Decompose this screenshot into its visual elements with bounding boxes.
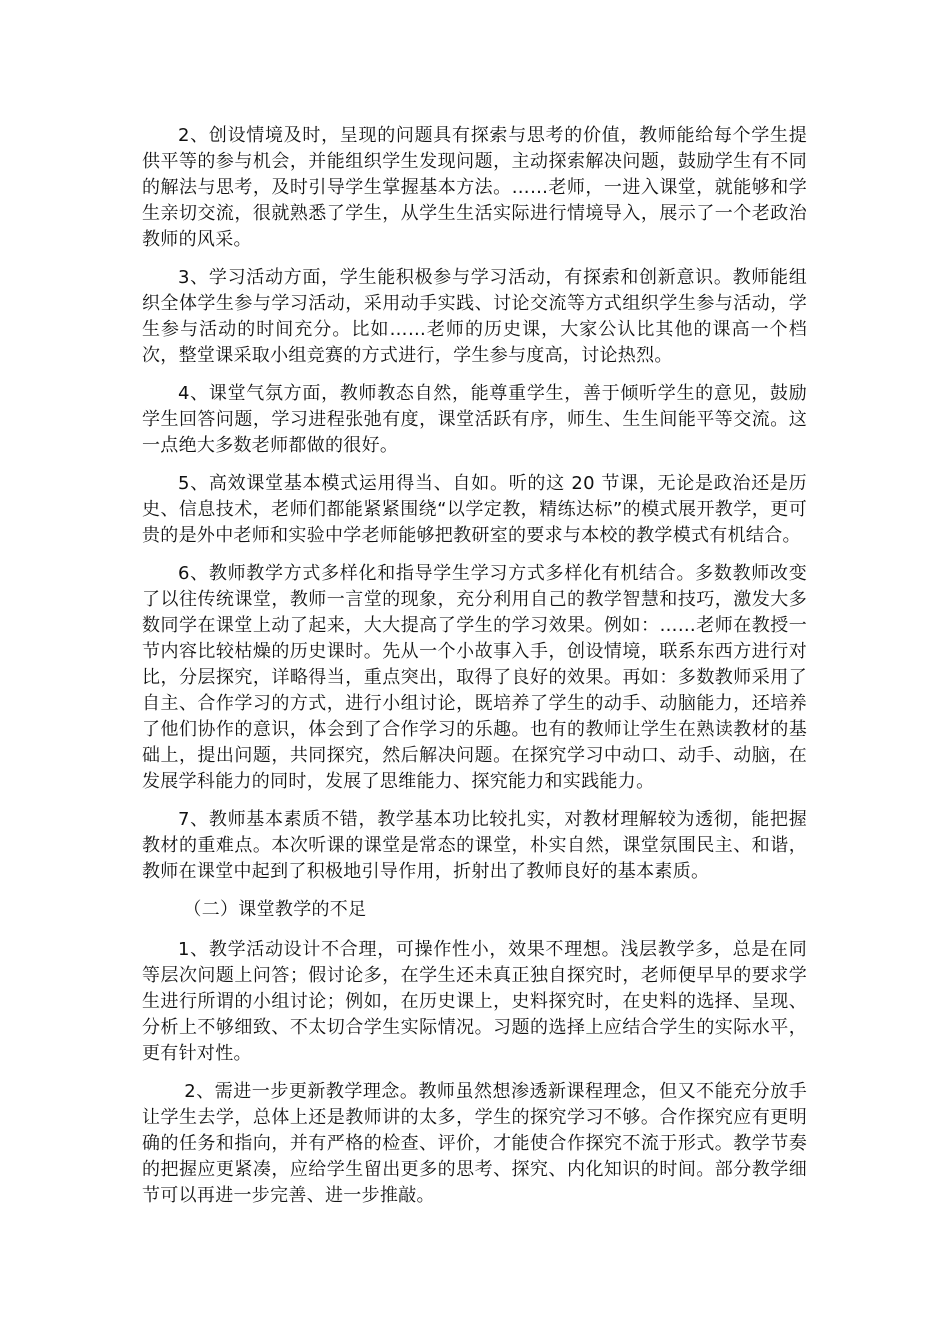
paragraph-point-3: 3、学习活动方面，学生能积极参与学习活动，有探索和创新意识。教师能组织全体学生参与学习活动，采用动手实践、讨论交流等方式组织学生参与活动，学生参与活动的时间充分。比如……老师的历史课，大家公认比其他的课高一个档次，整堂课采取小组竞赛的方式进行，学生参与度高，讨论热烈。: [142, 267, 807, 366]
document-body: [142, 123, 807, 1221]
section-heading-shortcomings: （二）课堂教学的不足: [183, 899, 367, 920]
paragraph-shortcoming-2: 2、需进一步更新教学理念。教师虽然想渗透新课程理念，但又不能充分放手让学生去学，总体上还是教师讲的太多，学生的探究学习不够。合作探究应有更明确的任务和指向，并有严格的检查、评价，才能使合作探究不流于形式。教学节奏的把握应更紧凑，应给学生留出更多的思考、探究、内化知识的时间。部分教学细节可以再进一步完善、进一步推敲。: [142, 1081, 807, 1206]
paragraph-point-6: 6、教师教学方式多样化和指导学生学习方式多样化有机结合。多数教师改变了以往传统课堂，教师一言堂的现象，充分利用自己的教学智慧和技巧，激发大多数同学在课堂上动了起来，大大提高了学生的学习效果。例如：……老师在教授一节内容比较枯燥的历史课时。先从一个小故事入手，创设情境，联系东西方进行对比，分层探究，详略得当，重点突出，取得了良好的效果。再如：多数教师采用了自主、合作学习的方式，进行小组讨论，既培养了学生的动手、动脑能力，还培养了他们协作的意识，体会到了合作学习的乐趣。也有的教师让学生在熟读教材的基础上，提出问题，共同探究，然后解决问题。在探究学习中动口、动手、动脑，在发展学科能力的同时，发展了思维能力、探究能力和实践能力。: [142, 563, 807, 792]
paragraph-point-5: 5、高效课堂基本模式运用得当、自如。听的这 20 节课，无论是政治还是历史、信息技术，老师们都能紧紧围绕“以学定教，精练达标”的模式展开教学，更可贵的是外中老师和实验中学老师能够把教研室的要求与本校的教学模式有机结合。: [142, 473, 807, 546]
paragraph-point-7: 7、教师基本素质不错，教学基本功比较扎实，对教材理解较为透彻，能把握教材的重难点。本次听课的课堂是常态的课堂，朴实自然，课堂氛围民主、和谐，教师在课堂中起到了积极地引导作用，折射出了教师良好的基本素质。: [142, 809, 807, 882]
paragraph-shortcoming-1: 1、教学活动设计不合理，可操作性小，效果不理想。浅层教学多，总是在同等层次问题上问答；假讨论多，在学生还未真正独自探究时，老师便早早的要求学生进行所谓的小组讨论；例如，在历史课上，史料探究时，在史料的选择、呈现、分析上不够细致、不太切合学生实际情况。习题的选择上应结合学生的实际水平，更有针对性。: [142, 939, 807, 1064]
paragraph-point-2: 2、创设情境及时，呈现的问题具有探索与思考的价值，教师能给每个学生提供平等的参与机会，并能组织学生发现问题，主动探索解决问题，鼓励学生有不同的解法与思考，及时引导学生掌握基本方法。……老师，一进入课堂，就能够和学生亲切交流，很就熟悉了学生，从学生生活实际进行情境导入，展示了一个老政治教师的风采。: [142, 125, 807, 250]
paragraph-point-4: 4、课堂气氛方面，教师教态自然，能尊重学生，善于倾听学生的意见，鼓励学生回答问题，学习进程张弛有度，课堂活跃有序，师生、生生间能平等交流。这一点绝大多数老师都做的很好。: [142, 383, 807, 456]
